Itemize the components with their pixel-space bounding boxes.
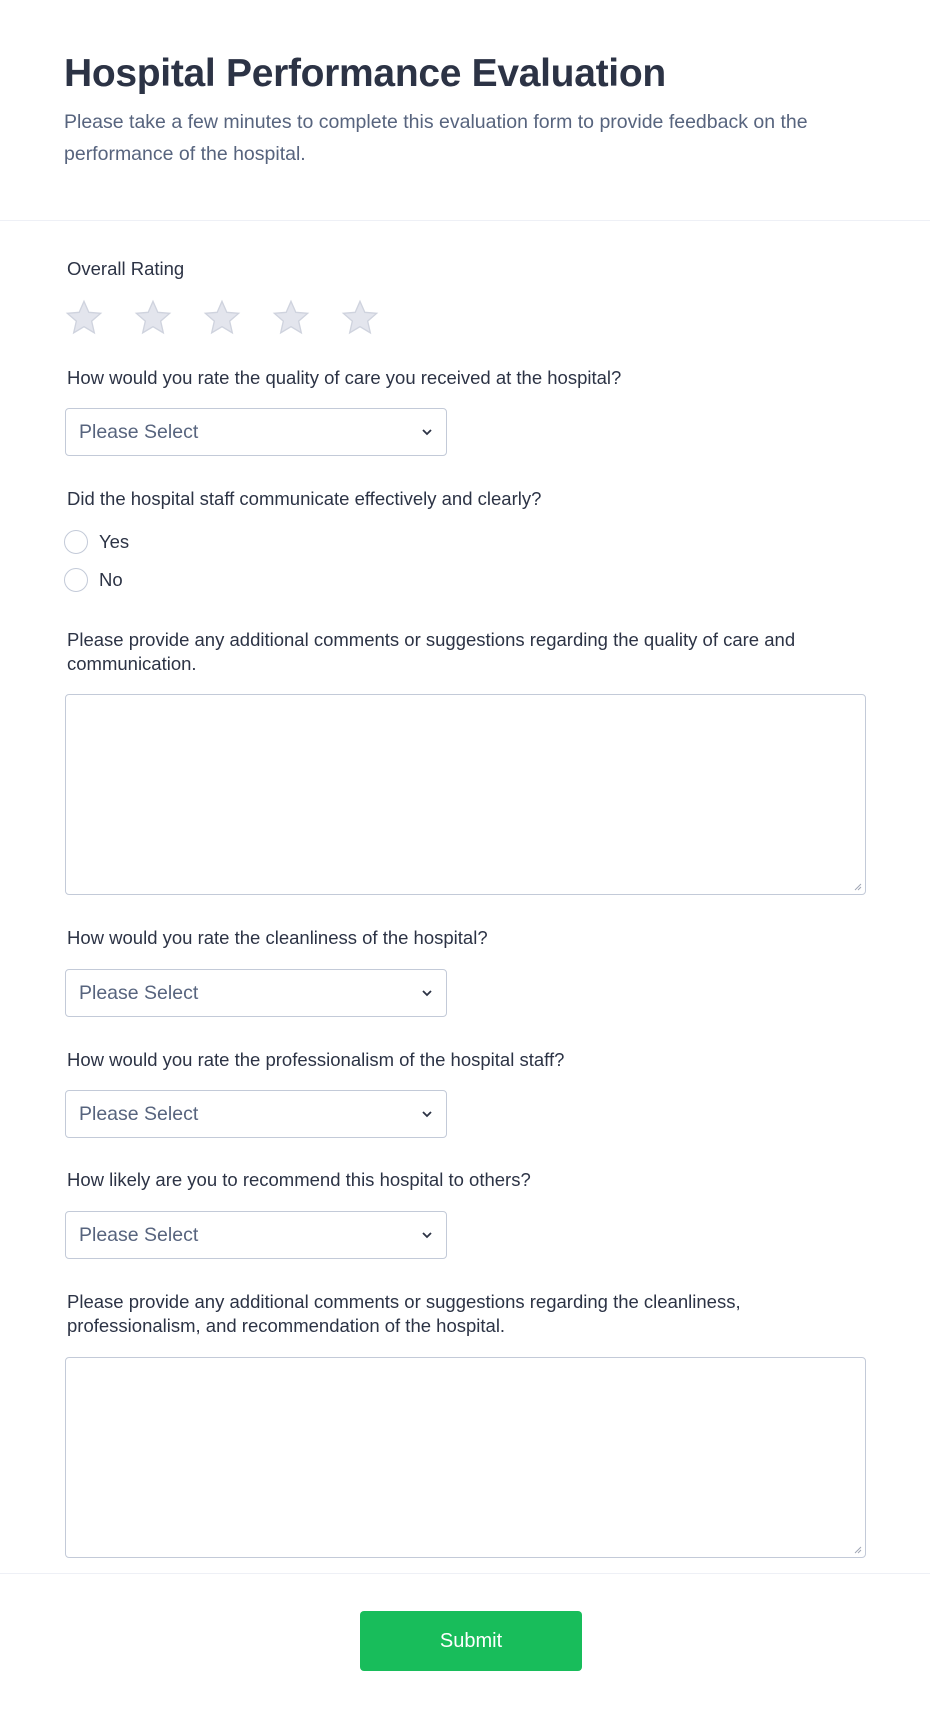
comments-cleanliness-textarea[interactable] <box>65 1357 866 1558</box>
resize-grip-icon[interactable] <box>853 882 862 891</box>
recommend-select[interactable] <box>65 1211 447 1259</box>
chevron-down-icon <box>420 1107 434 1121</box>
radio-circle[interactable] <box>64 530 88 554</box>
footer-divider <box>0 1573 930 1574</box>
q5-label: How would you rate the professionalism of the hospital staff? <box>67 1049 565 1070</box>
chevron-down-icon <box>420 1228 434 1242</box>
cleanliness-select[interactable] <box>65 969 447 1017</box>
radio-label: Yes <box>99 531 130 552</box>
q3-label: Please provide any additional comments or suggestions regarding the quality of care and communication. <box>67 629 796 674</box>
q1-label: How would you rate the quality of care you received at the hospital? <box>67 367 622 388</box>
submit-button[interactable]: Submit <box>360 1611 582 1671</box>
q7-label: Please provide any additional comments or suggestions regarding the cleanliness, professionalism, and recommendation of the hospital. <box>67 1291 741 1336</box>
chevron-down-icon <box>420 425 434 439</box>
star-icon[interactable] <box>271 298 311 338</box>
page-title: Hospital Performance Evaluation <box>64 52 666 95</box>
star-icon[interactable] <box>202 298 242 338</box>
radio-circle[interactable] <box>64 568 88 592</box>
quality-of-care-select[interactable] <box>65 408 447 456</box>
star-icon[interactable] <box>340 298 380 338</box>
star-icon[interactable] <box>133 298 173 338</box>
select-value: Please Select <box>79 1223 199 1246</box>
page-subtitle: Please take a few minutes to complete this evaluation form to provide feedback on the performance of the hospital. <box>64 111 808 165</box>
resize-grip-icon[interactable] <box>853 1545 862 1554</box>
q6-label: How likely are you to recommend this hospital to others? <box>67 1169 531 1190</box>
professionalism-select[interactable] <box>65 1090 447 1138</box>
q4-label: How would you rate the cleanliness of the hospital? <box>67 927 488 948</box>
overall-rating-label: Overall Rating <box>67 258 185 279</box>
select-value: Please Select <box>79 420 199 443</box>
q2-label: Did the hospital staff communicate effectively and clearly? <box>67 488 542 509</box>
select-value: Please Select <box>79 981 199 1004</box>
star-rating <box>64 298 380 338</box>
chevron-down-icon <box>420 986 434 1000</box>
star-icon[interactable] <box>64 298 104 338</box>
radio-no[interactable] <box>64 568 123 592</box>
header-divider <box>0 220 930 221</box>
comments-care-textarea[interactable] <box>65 694 866 895</box>
radio-label: No <box>99 569 123 590</box>
radio-yes[interactable] <box>64 530 129 554</box>
select-value: Please Select <box>79 1102 199 1125</box>
